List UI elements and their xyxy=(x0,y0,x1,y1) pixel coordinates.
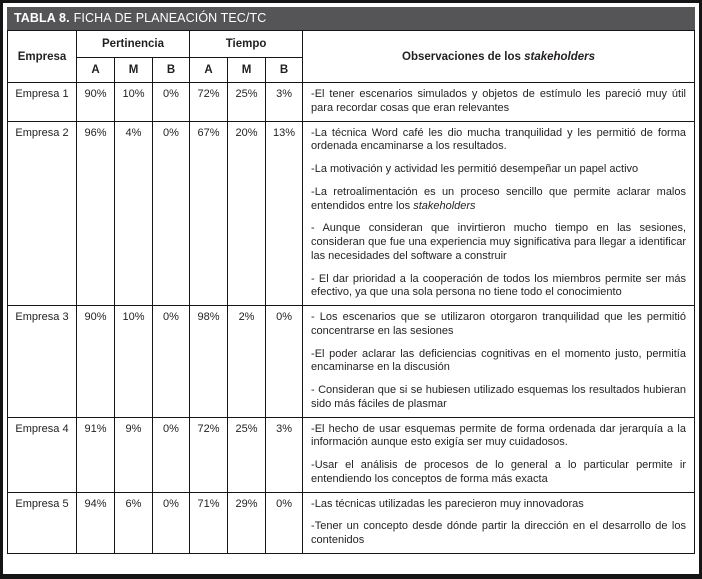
observation-item: -El hecho de usar esquemas permite de forma ordenada dar jerarquía a la información aunque esto exigía ser muy cuidadosos. xyxy=(311,422,686,449)
observation-item: -Las técnicas utilizadas les parecieron muy innovadoras xyxy=(311,497,584,510)
stakeholders-italic-label: stakeholders xyxy=(524,50,596,63)
subheader-tiempo-a: A xyxy=(190,58,228,83)
observation-item: - Aunque consideran que invirtieron mucho tiempo en las sesiones, consideran que fue una experiencia muy significativa para llegar a identificar las necesidades del software a construir xyxy=(311,222,686,262)
pertinencia-m-cell: 9% xyxy=(115,417,153,492)
subheader-tiempo-b: B xyxy=(266,58,303,83)
tiempo-b-cell: 0% xyxy=(266,492,303,553)
observation-item: -El poder aclarar las deficiencias cognitivas en el momento justo, permitía encaminarse en la discusión xyxy=(311,347,686,374)
table-body xyxy=(8,83,695,554)
col-header-observaciones xyxy=(303,31,695,83)
col-header-pertinencia: Pertinencia xyxy=(77,31,190,58)
pertinencia-m-cell: 10% xyxy=(115,306,153,418)
observaciones-cell xyxy=(303,306,695,418)
table-row xyxy=(8,83,695,122)
table-title-bar xyxy=(7,7,695,30)
table-header xyxy=(8,31,695,83)
tiempo-m-cell: 20% xyxy=(228,121,266,306)
pertinencia-a-cell: 90% xyxy=(77,306,115,418)
observation-item: - Los escenarios que se utilizaron otorgaron tranquilidad que les permitió concentrarse en las sesiones xyxy=(311,311,686,337)
table-number-label: TABLA 8. xyxy=(14,11,70,25)
pertinencia-b-cell: 0% xyxy=(153,121,190,306)
empresa-cell: Empresa 1 xyxy=(8,83,77,122)
tiempo-m-cell: 29% xyxy=(228,492,266,553)
subheader-pertinencia-a: A xyxy=(77,58,115,83)
observation-item: -La retroalimentación es un proceso sencillo que permite aclarar malos entendidos entre los stakeholders xyxy=(311,185,686,212)
table-title-text: FICHA DE PLANEACIÓN TEC/TC xyxy=(73,11,267,25)
empresa-cell: Empresa 3 xyxy=(8,306,77,418)
tiempo-m-cell: 25% xyxy=(228,83,266,122)
pertinencia-b-cell: 0% xyxy=(153,417,190,492)
pertinencia-a-cell: 94% xyxy=(77,492,115,553)
pertinencia-b-cell: 0% xyxy=(153,492,190,553)
subheader-tiempo-m: M xyxy=(228,58,266,83)
observation-item: -Tener un concepto desde dónde partir la dirección en el desarrollo de los contenidos xyxy=(311,520,686,546)
table-row xyxy=(8,492,695,553)
pertinencia-m-cell: 6% xyxy=(115,492,153,553)
table-row xyxy=(8,121,695,306)
pertinencia-b-cell: 0% xyxy=(153,306,190,418)
pertinencia-a-cell: 91% xyxy=(77,417,115,492)
subheader-pertinencia-m: M xyxy=(115,58,153,83)
tiempo-a-cell: 71% xyxy=(190,492,228,553)
tiempo-b-cell: 0% xyxy=(266,306,303,418)
pertinencia-a-cell: 96% xyxy=(77,121,115,306)
tiempo-a-cell: 67% xyxy=(190,121,228,306)
tiempo-m-cell: 25% xyxy=(228,417,266,492)
tiempo-b-cell: 13% xyxy=(266,121,303,306)
tiempo-a-cell: 72% xyxy=(190,417,228,492)
table-row xyxy=(8,306,695,418)
empresa-cell: Empresa 5 xyxy=(8,492,77,553)
observaciones-cell xyxy=(303,83,695,122)
col-header-tiempo: Tiempo xyxy=(190,31,303,58)
observation-item: -La técnica Word café les dio mucha tranquilidad y les permitió de forma ordenada encaminarse a los resultados. xyxy=(311,126,686,153)
planning-table xyxy=(7,30,695,554)
pertinencia-m-cell: 4% xyxy=(115,121,153,306)
observation-item: - Consideran que si se hubiesen utilizado esquemas los resultados hubieran sido más fáciles de plasmar xyxy=(311,384,686,410)
observation-item: -La motivación y actividad les permitió desempeñar un papel activo xyxy=(311,163,639,175)
observaciones-cell xyxy=(303,121,695,306)
empresa-cell: Empresa 4 xyxy=(8,417,77,492)
table-row xyxy=(8,417,695,492)
empresa-cell: Empresa 2 xyxy=(8,121,77,306)
observaciones-cell xyxy=(303,492,695,553)
observation-item: -El tener escenarios simulados y objetos de estímulo les pareció muy útil para recordar cosas que eran relevantes xyxy=(311,88,686,114)
pertinencia-a-cell: 90% xyxy=(77,83,115,122)
pertinencia-b-cell: 0% xyxy=(153,83,190,122)
observaciones-cell xyxy=(303,417,695,492)
pertinencia-m-cell: 10% xyxy=(115,83,153,122)
tiempo-a-cell: 72% xyxy=(190,83,228,122)
subheader-pertinencia-b: B xyxy=(153,58,190,83)
tiempo-m-cell: 2% xyxy=(228,306,266,418)
tiempo-b-cell: 3% xyxy=(266,83,303,122)
col-header-empresa: Empresa xyxy=(8,31,77,83)
tiempo-b-cell: 3% xyxy=(266,417,303,492)
observaciones-label: Observaciones de los xyxy=(402,50,525,63)
tiempo-a-cell: 98% xyxy=(190,306,228,418)
observation-item: - El dar prioridad a la cooperación de todos los miembros permite ser más efectivo, ya que una sola persona no tiene todo el conocimiento xyxy=(311,272,686,299)
observation-item: -Usar el análisis de procesos de lo general a lo particular permite ir entendiendo los conceptos de forma más exacta xyxy=(311,459,686,485)
